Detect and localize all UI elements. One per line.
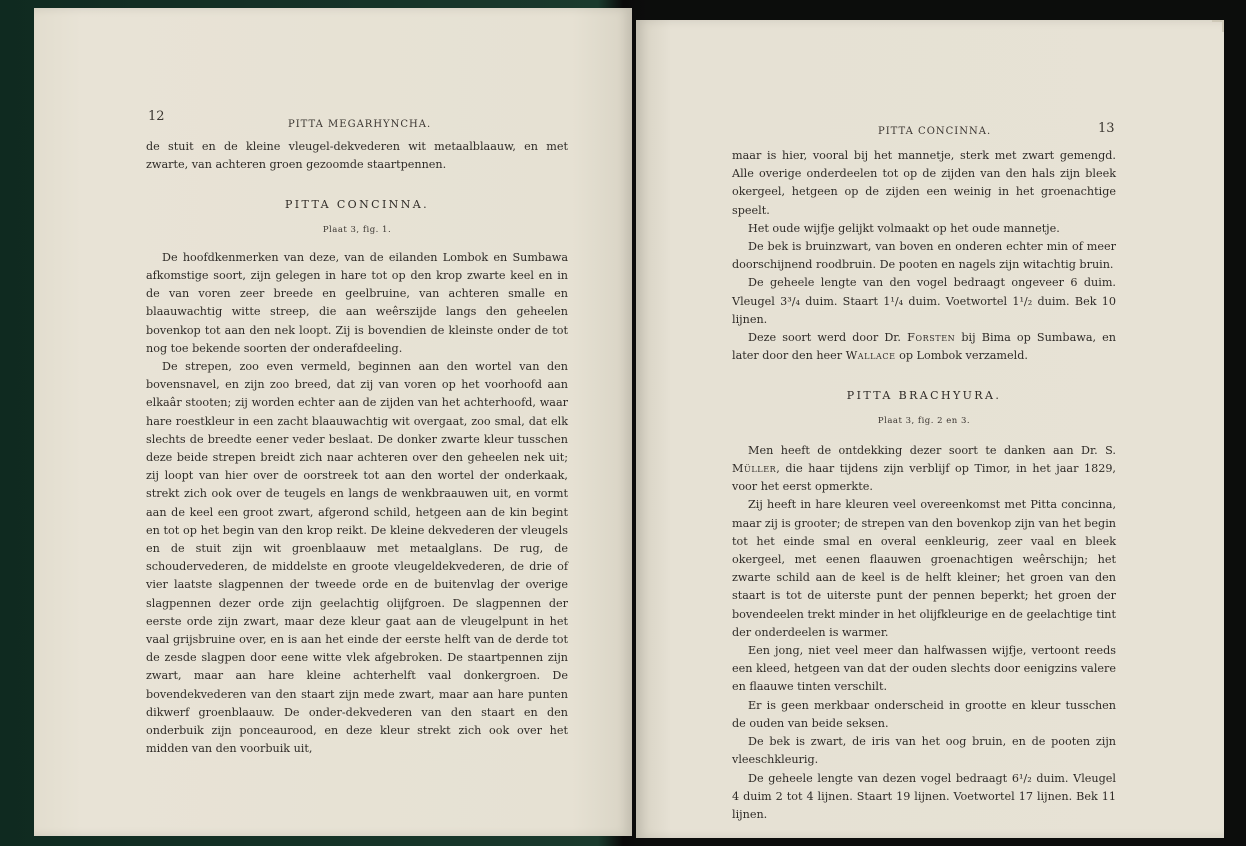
page-corner (1212, 20, 1224, 32)
section-title: PITTA BRACHYURA. (846, 389, 1002, 403)
left-page (34, 8, 632, 836)
page-text (146, 138, 568, 759)
continuation-text: de stuit en de kleine vleugel-dekvederen wit metaalblaauw, en met zwarte, van achteren groen gezoomde staartpennen. (146, 140, 568, 172)
text-run: Deze soort werd door Dr. (748, 331, 908, 345)
paragraph: Het oude wijfje gelijkt volmaakt op het oude mannetje. (748, 221, 1060, 235)
paragraph: De geheele lengte van dezen vogel bedraagt 6¹/₂ duim. Vleugel 4 duim 2 tot 4 lijnen. Staart 19 lijnen. Voetwortel 17 lijnen. Bek 11 lijnen. (732, 771, 1116, 821)
section-title: PITTA CONCINNA. (285, 198, 429, 212)
person-name: Forsten (907, 331, 956, 345)
paragraph: Er is geen merkbaar onderscheid in grootte en kleur tusschen de ouden van beide seksen. (732, 698, 1116, 730)
text-run: , die haar tijdens zijn verblijf op Timor, in het jaar 1829, voor het eerst opmerkte. (732, 462, 1116, 494)
running-head: PITTA MEGARHYNCHA. (288, 119, 432, 130)
continuation-text: maar is hier, vooral bij het mannetje, sterk met zwart gemengd. Alle overige onderdeelen tot op de zijden van den hals zijn bleek okergeel, hetgeen op de zijden een weinig in het groenachtige speelt. (732, 149, 1116, 217)
paragraph: Een jong, niet veel meer dan halfwassen wijfje, vertoont reeds een kleed, hetgeen van dat der ouden slechts door eenigzins valere en flaauwe tinten verschilt. (732, 644, 1116, 694)
plate-reference: Plaat 3, fig. 1. (322, 224, 392, 235)
running-head: PITTA CONCINNA. (878, 126, 992, 137)
paragraph: De hoofdkenmerken van deze, van de eilanden Lombok en Sumbawa afkomstige soort, zijn gelegen in hare tot op den krop zwarte keel en in de van voren zeer breede en geelbruine, van achteren smalle en blaauwachtig witte streep, die aan weêrszijde langs den geheelen bovenkop tot aan den nek loopt. Zij is bovendien de kleinste onder de tot nog toe bekende soorten der onderafdeeling. (146, 250, 568, 355)
person-name: Müller (732, 462, 777, 476)
plate-reference: Plaat 3, fig. 2 en 3. (877, 415, 971, 426)
text-run: bij Bima op Sumbawa, en later door den heer (732, 331, 1116, 363)
paragraph: Zij heeft in hare kleuren veel overeenkomst met Pitta concinna, maar zij is grooter; de strepen van den bovenkop zijn van het begin tot het einde smal en overal eenkleurig, zeer vaal en bleek okergeel, met eenen flaauwen groenachtigen weêrschijn; het zwarte schild aan de keel is de helft kleiner; het groen van den staart is tot de uiterste punt der pennen beperkt; het groen der bovendeelen trekt minder in het olijfkleurige en de geelachtige tint der onderdeelen is warmer. (732, 498, 1116, 639)
right-page (636, 20, 1224, 838)
text-run: op Lombok verzameld. (895, 349, 1028, 363)
paragraph: De strepen, zoo even vermeld, beginnen aan den wortel van den bovensnavel, en zijn zoo breed, dat zij van voren op het voorhoofd aan elkaâr stooten; zij worden echter aan de zijden van het achterhoofd, waar hare roestkleur in een zacht blaauwachtig wit overgaat, zoo smal, dat elk slechts de breedte eener veder beslaat. De donker zwarte kleur tusschen deze beide strepen breidt zich naar achteren over den geheelen nek uit; zij loopt van hier over de oorstreek tot aan den wortel der onderkaak, strekt zich ook over de teugels en langs de wenkbraauwen uit, en vormt aan de keel een groot zwart, afgerond schild, hetgeen aan de kin begint en tot op het begin van den krop reikt. De kleine dekvederen der vleugels en de stuit zijn wit groenblaauw met metaalglans. De rug, de schoudervederen, de middelste en groote vleugeldekvederen, de drie of vier laatste slagpennen der tweede orde en de buitenvlag der overige slagpennen dezer orde zijn geelachtig olijfgroen. De slagpennen der eerste orde zijn zwart, maar deze kleur gaat aan de vleugelpunt in het vaal grijsbruine over, en is aan het einde der eerste helft van de derde tot de zesde slagpen door eene witte vlek afgebroken. De staartpennen zijn zwart, maar aan hare kleine achterhelft vaal donkergroen. De bovendekvederen van den staart zijn mede zwart, maar aan hare punten dikwerf groenblaauw. De onder-dekvederen van den staart en den onderbuik zijn ponceaurood, en deze kleur strekt zich ook over het midden van den voorbuik uit, (146, 360, 568, 756)
page-text (732, 147, 1116, 824)
text-run: Men heeft de ontdekking dezer soort te danken aan Dr. S. (748, 443, 1116, 457)
paragraph: De bek is bruinzwart, van boven en onderen echter min of meer doorschijnend roodbruin. De pooten en nagels zijn witachtig bruin. (732, 240, 1116, 272)
page-number: 13 (1098, 121, 1115, 136)
page-number: 12 (148, 109, 165, 124)
paragraph: De geheele lengte van den vogel bedraagt ongeveer 6 duim. Vleugel 3³/₄ duim. Staart 1¹/₄ duim. Voetwortel 1¹/₂ duim. Bek 10 lijnen. (732, 276, 1116, 326)
mueller-paragraph (732, 442, 1116, 497)
collectors-paragraph (732, 329, 1116, 365)
paragraph: De bek is zwart, de iris van het oog bruin, en de pooten zijn vleeschkleurig. (732, 735, 1116, 767)
person-name: Wallace (845, 349, 896, 363)
